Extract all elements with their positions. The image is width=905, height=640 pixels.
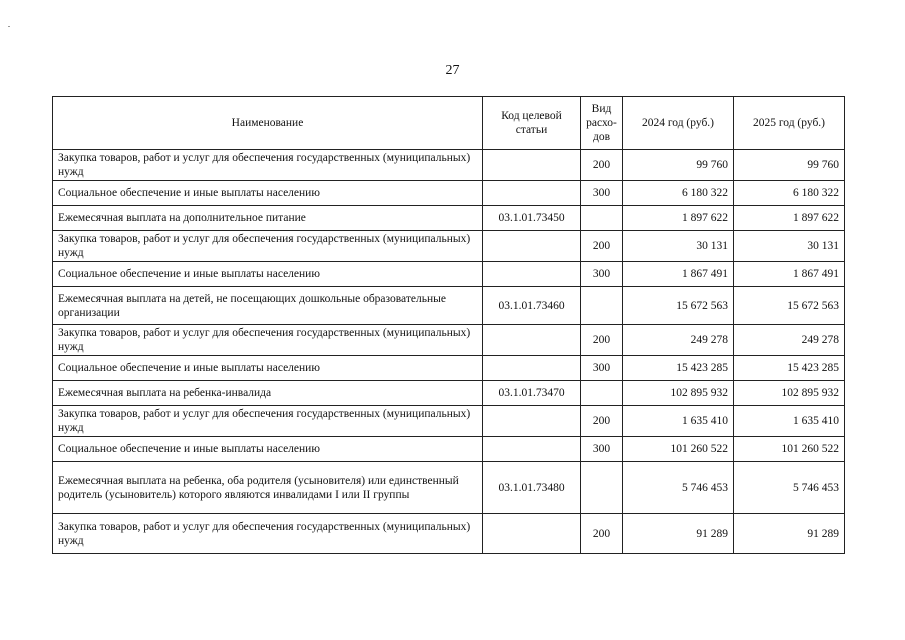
row-amount-2024: 1 897 622 xyxy=(623,206,734,231)
row-expense-type: 300 xyxy=(581,356,623,381)
table-body xyxy=(53,150,845,554)
row-expense-type xyxy=(581,462,623,514)
row-amount-2025: 15 423 285 xyxy=(734,356,845,381)
row-name: Социальное обеспечение и иные выплаты населению xyxy=(53,262,483,287)
row-target-code xyxy=(483,325,581,356)
row-amount-2024: 91 289 xyxy=(623,514,734,554)
table-row xyxy=(53,381,845,406)
row-name: Закупка товаров, работ и услуг для обеспечения государственных (муниципальных) нужд xyxy=(53,150,483,181)
row-expense-type: 300 xyxy=(581,262,623,287)
row-expense-type xyxy=(581,287,623,325)
row-target-code xyxy=(483,406,581,437)
row-amount-2025: 91 289 xyxy=(734,514,845,554)
row-amount-2024: 99 760 xyxy=(623,150,734,181)
row-amount-2025: 30 131 xyxy=(734,231,845,262)
header-kind: Вид расхо-дов xyxy=(581,97,623,150)
table-row xyxy=(53,287,845,325)
row-target-code xyxy=(483,231,581,262)
row-amount-2025: 6 180 322 xyxy=(734,181,845,206)
row-amount-2024: 15 423 285 xyxy=(623,356,734,381)
row-amount-2024: 6 180 322 xyxy=(623,181,734,206)
row-name: Ежемесячная выплата на детей, не посещающих дошкольные образовательные организации xyxy=(53,287,483,325)
table-row xyxy=(53,325,845,356)
row-expense-type xyxy=(581,206,623,231)
header-year-2024: 2024 год (руб.) xyxy=(623,97,734,150)
row-expense-type: 200 xyxy=(581,514,623,554)
scan-artifact xyxy=(8,26,10,27)
table-row xyxy=(53,231,845,262)
page-number: 27 xyxy=(445,63,460,78)
row-amount-2025: 15 672 563 xyxy=(734,287,845,325)
row-name: Социальное обеспечение и иные выплаты населению xyxy=(53,356,483,381)
row-target-code xyxy=(483,150,581,181)
row-name: Социальное обеспечение и иные выплаты населению xyxy=(53,437,483,462)
row-target-code xyxy=(483,437,581,462)
row-name: Социальное обеспечение и иные выплаты населению xyxy=(53,181,483,206)
row-amount-2025: 249 278 xyxy=(734,325,845,356)
row-expense-type: 200 xyxy=(581,325,623,356)
row-amount-2025: 1 867 491 xyxy=(734,262,845,287)
header-year-2025: 2025 год (руб.) xyxy=(734,97,845,150)
table-row xyxy=(53,181,845,206)
row-target-code xyxy=(483,181,581,206)
row-amount-2024: 30 131 xyxy=(623,231,734,262)
row-name: Закупка товаров, работ и услуг для обеспечения государственных (муниципальных) нужд xyxy=(53,231,483,262)
row-expense-type: 200 xyxy=(581,231,623,262)
row-amount-2024: 1 635 410 xyxy=(623,406,734,437)
row-expense-type xyxy=(581,381,623,406)
row-expense-type: 200 xyxy=(581,150,623,181)
row-amount-2025: 99 760 xyxy=(734,150,845,181)
row-amount-2024: 15 672 563 xyxy=(623,287,734,325)
row-target-code xyxy=(483,262,581,287)
row-target-code: 03.1.01.73450 xyxy=(483,206,581,231)
row-target-code: 03.1.01.73470 xyxy=(483,381,581,406)
row-target-code xyxy=(483,514,581,554)
row-name: Ежемесячная выплата на дополнительное питание xyxy=(53,206,483,231)
row-name: Закупка товаров, работ и услуг для обеспечения государственных (муниципальных) нужд xyxy=(53,406,483,437)
row-name: Закупка товаров, работ и услуг для обеспечения государственных (муниципальных) нужд xyxy=(53,514,483,554)
row-name: Ежемесячная выплата на ребенка-инвалида xyxy=(53,381,483,406)
table-row xyxy=(53,462,845,514)
header-name: Наименование xyxy=(53,97,483,150)
table-header-row xyxy=(53,97,845,150)
row-amount-2025: 5 746 453 xyxy=(734,462,845,514)
row-target-code: 03.1.01.73480 xyxy=(483,462,581,514)
row-expense-type: 300 xyxy=(581,181,623,206)
table-row xyxy=(53,356,845,381)
table-row xyxy=(53,262,845,287)
row-amount-2024: 102 895 932 xyxy=(623,381,734,406)
row-name: Ежемесячная выплата на ребенка, оба родителя (усыновителя) или единственный родитель (усыновитель) которого являются инвалидами I или II группы xyxy=(53,462,483,514)
table-row xyxy=(53,437,845,462)
table-row xyxy=(53,206,845,231)
table-row xyxy=(53,406,845,437)
row-expense-type: 200 xyxy=(581,406,623,437)
header-code: Код целевой статьи xyxy=(483,97,581,150)
row-target-code: 03.1.01.73460 xyxy=(483,287,581,325)
budget-table xyxy=(52,96,845,554)
row-amount-2025: 102 895 932 xyxy=(734,381,845,406)
table-row xyxy=(53,150,845,181)
row-amount-2024: 5 746 453 xyxy=(623,462,734,514)
table-row xyxy=(53,514,845,554)
row-amount-2025: 1 635 410 xyxy=(734,406,845,437)
row-amount-2024: 101 260 522 xyxy=(623,437,734,462)
row-amount-2024: 249 278 xyxy=(623,325,734,356)
row-amount-2024: 1 867 491 xyxy=(623,262,734,287)
row-name: Закупка товаров, работ и услуг для обеспечения государственных (муниципальных) нужд xyxy=(53,325,483,356)
row-expense-type: 300 xyxy=(581,437,623,462)
row-amount-2025: 101 260 522 xyxy=(734,437,845,462)
row-amount-2025: 1 897 622 xyxy=(734,206,845,231)
row-target-code xyxy=(483,356,581,381)
